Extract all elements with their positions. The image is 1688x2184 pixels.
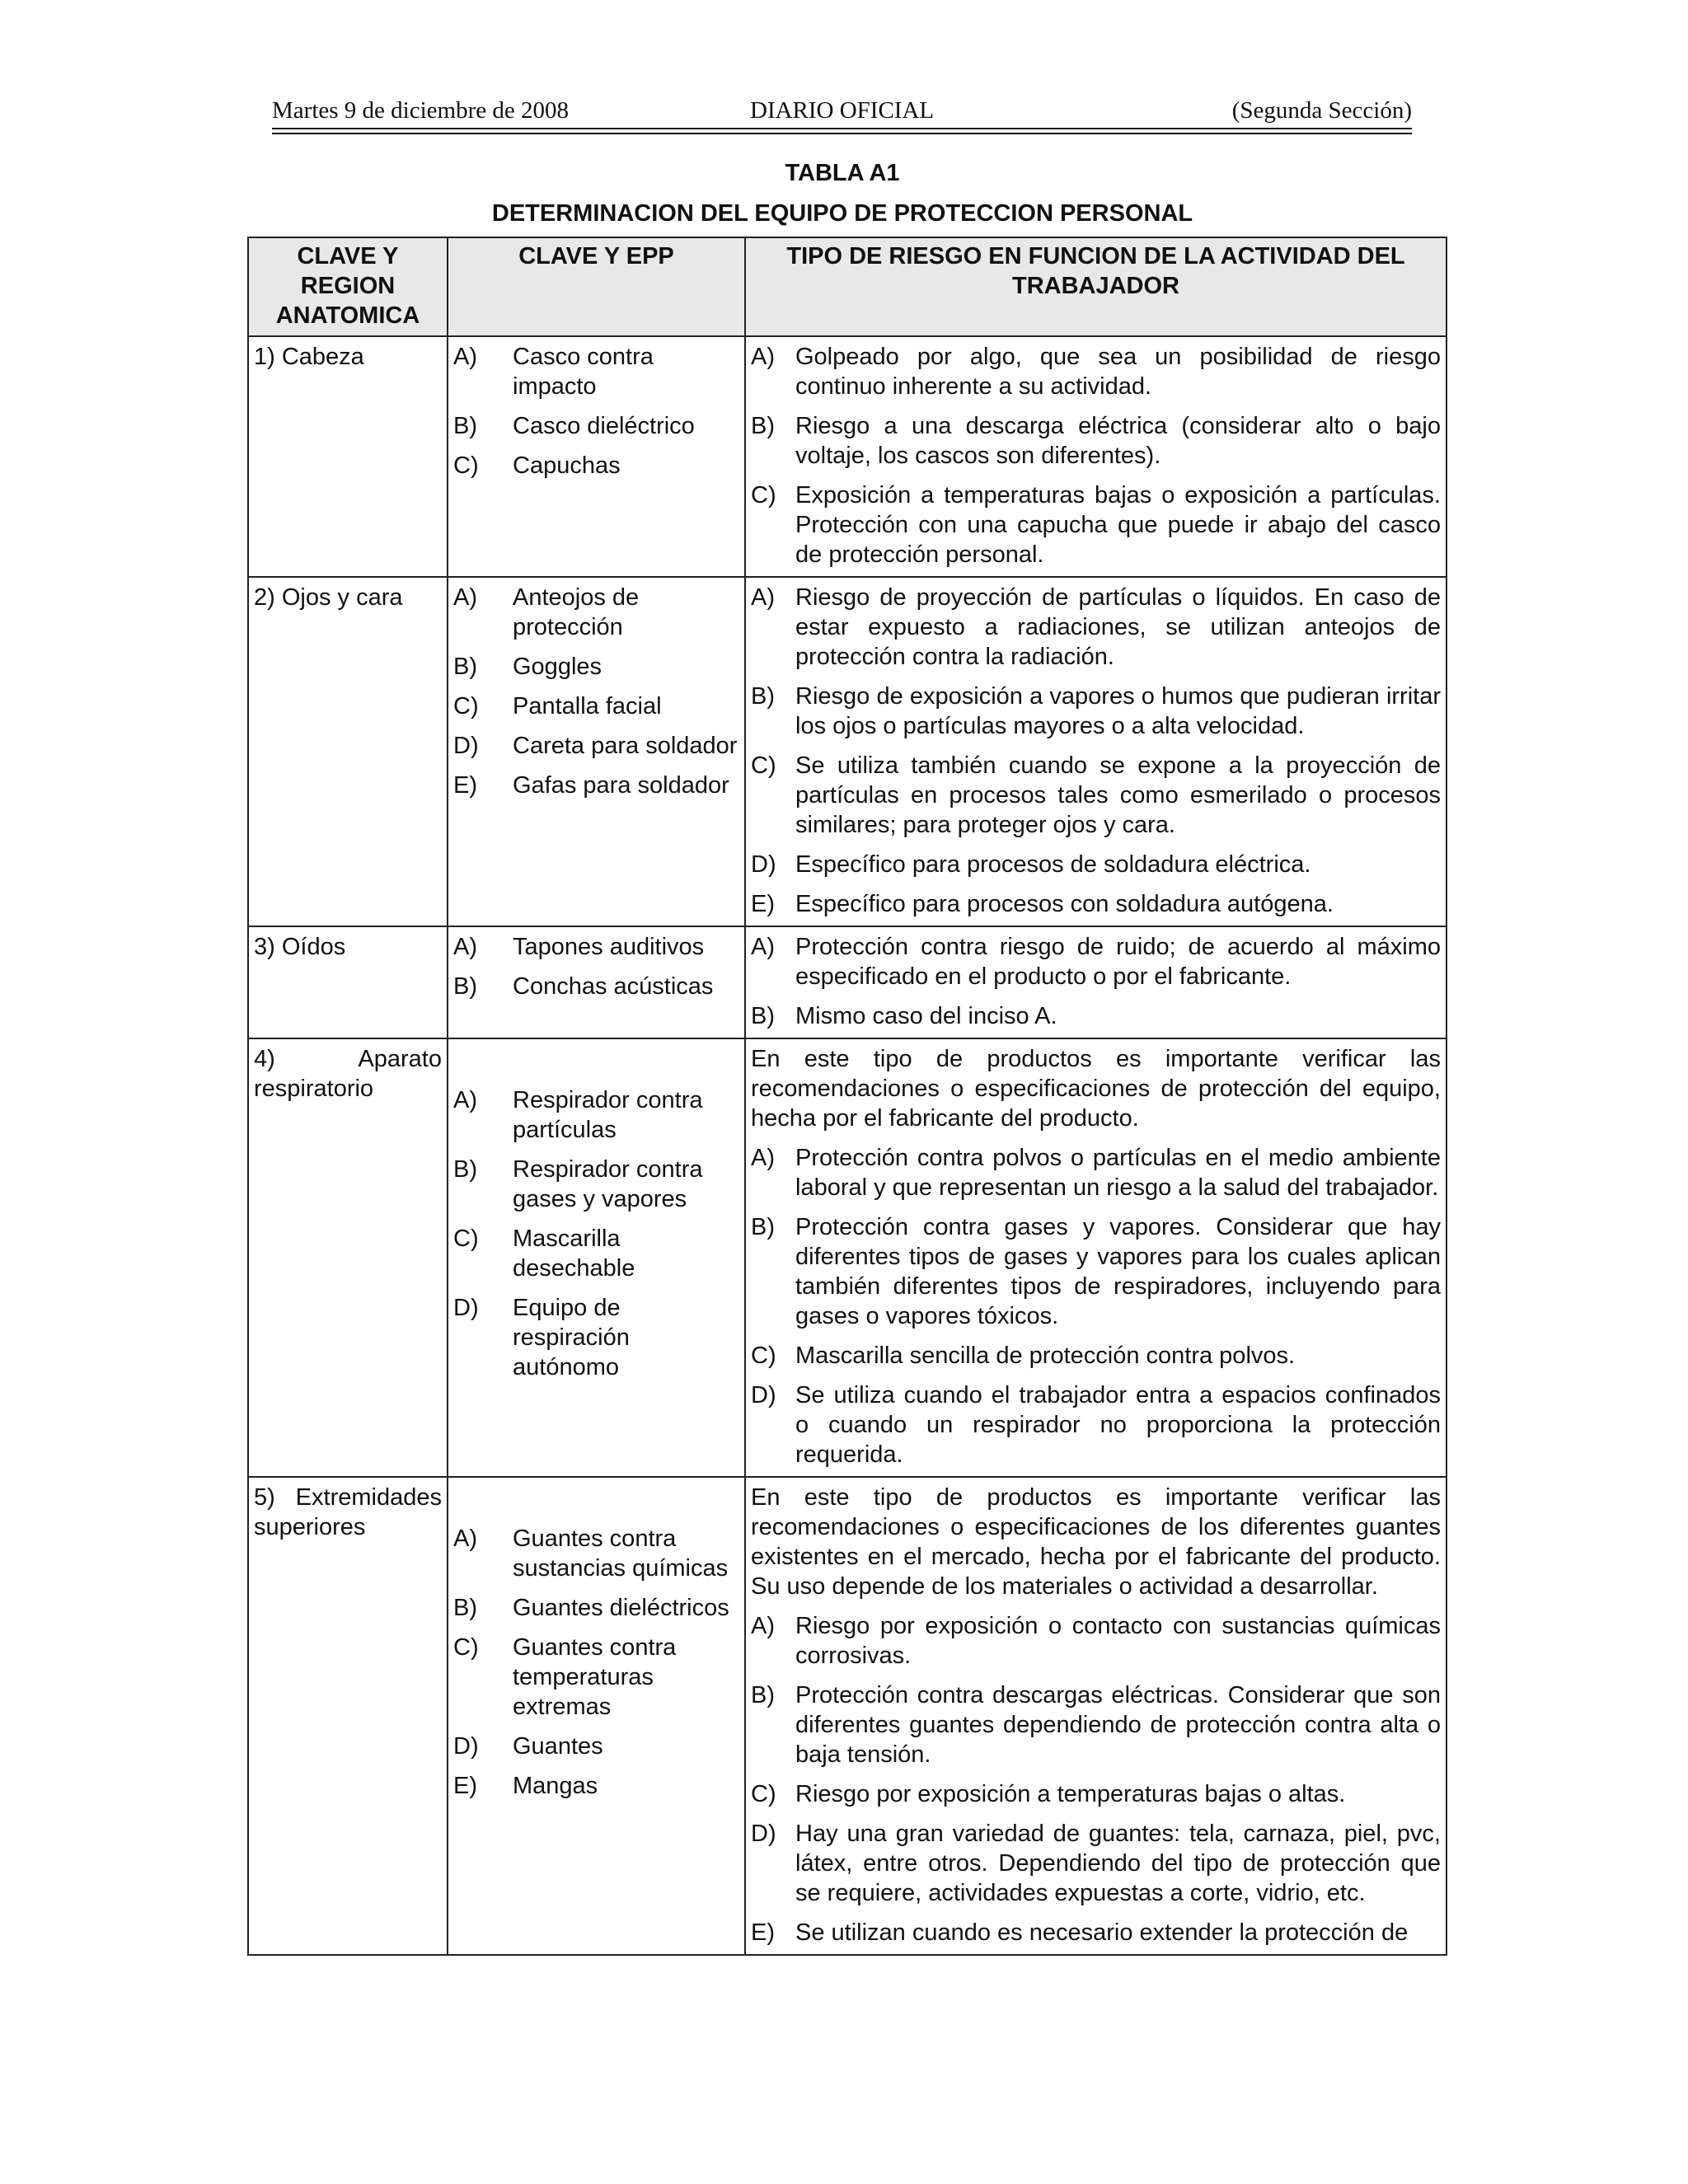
epp-item	[453, 1085, 739, 1145]
region-label: 5) Extremidades superiores	[254, 1484, 442, 1540]
risk-text: Mismo caso del inciso A.	[795, 1003, 1057, 1029]
region-cell	[248, 577, 448, 926]
page-header	[272, 97, 1412, 130]
risk-item	[751, 1680, 1441, 1769]
epp-text: Guantes	[513, 1733, 603, 1760]
epp-text: Anteojos de protección	[513, 584, 640, 640]
epp-text: Tapones auditivos	[513, 934, 705, 960]
risk-cell	[745, 336, 1447, 577]
risk-key: D)	[751, 851, 776, 878]
risk-key: C)	[751, 482, 776, 509]
risk-text: Se utiliza cuando el trabajador entra a espacios confinados o cuando un respirador no proporciona la protección requerida.	[795, 1382, 1441, 1468]
risk-text: Protección contra descargas eléctricas. Considerar que son diferentes guantes dependiendo de protección contra alta o baja tensión.	[795, 1682, 1441, 1768]
epp-key: B)	[453, 413, 477, 439]
risk-item	[751, 1001, 1441, 1031]
risk-text: Se utiliza también cuando se expone a la proyección de partículas en procesos tales como esmerilado o procesos similares; para proteger ojos y cara.	[795, 752, 1441, 838]
risk-key: A)	[751, 344, 775, 370]
epp-item	[453, 411, 739, 441]
risk-key: B)	[751, 413, 775, 439]
epp-item	[453, 1771, 739, 1801]
epp-cell	[448, 1477, 745, 1955]
epp-item	[453, 1224, 739, 1283]
risk-intro: En este tipo de productos es importante verificar las recomendaciones o especificaciones de los diferentes guantes existentes en el mercado, hecha por el fabricante del producto. Su uso depende de los materiales o actividad a desarrollar.	[751, 1484, 1441, 1600]
epp-cell	[448, 336, 745, 577]
risk-item	[751, 1918, 1441, 1947]
region-cell	[248, 336, 448, 577]
risk-text: Riesgo de exposición a vapores o humos que pudieran irritar los ojos o partículas mayores o a alta velocidad.	[795, 683, 1441, 739]
epp-cell	[448, 926, 745, 1038]
risk-item	[751, 682, 1441, 741]
risk-text: Riesgo por exposición o contacto con sustancias químicas corrosivas.	[795, 1613, 1441, 1669]
risk-text: Exposición a temperaturas bajas o exposición a partículas. Protección con una capucha que puede ir abajo del casco de protección personal.	[795, 482, 1441, 568]
risk-item	[751, 411, 1441, 471]
region-label: 2) Ojos y cara	[254, 584, 403, 611]
risk-text: Riesgo por exposición a temperaturas bajas o altas.	[795, 1781, 1346, 1807]
risk-item	[751, 1380, 1441, 1469]
epp-text: Guantes contra temperaturas extremas	[513, 1634, 677, 1720]
epp-key: C)	[453, 1226, 479, 1252]
risk-text: Riesgo a una descarga eléctrica (considerar alto o bajo voltaje, los cascos son diferentes).	[795, 413, 1441, 469]
region-cell	[248, 1477, 448, 1955]
table-subtitle: DETERMINACION DEL EQUIPO DE PROTECCION PERSONAL	[491, 200, 1193, 227]
epp-key: E)	[453, 1773, 477, 1799]
epp-text: Respirador contra gases y vapores	[513, 1156, 703, 1212]
column-header-risk: TIPO DE RIESGO EN FUNCION DE LA ACTIVIDAD DEL TRABAJADOR	[745, 237, 1447, 336]
epp-text: Conchas acústicas	[513, 973, 714, 1000]
risk-item	[751, 850, 1441, 879]
header-rule-top	[272, 128, 1412, 129]
risk-item	[751, 1212, 1441, 1331]
region-cell	[248, 926, 448, 1038]
risk-key: A)	[751, 1613, 775, 1639]
risk-key: B)	[751, 1682, 775, 1708]
epp-item	[453, 932, 739, 962]
risk-text: Hay una gran variedad de guantes: tela, carnaza, piel, pvc, látex, entre otros. Dependiendo del tipo de protección que se requiere, actividades expuestas a corte, vidrio, etc.	[795, 1821, 1441, 1906]
risk-item	[751, 583, 1441, 672]
risk-cell	[745, 1477, 1447, 1955]
column-header-epp: CLAVE Y EPP	[448, 237, 745, 336]
epp-key: E)	[453, 772, 477, 799]
epp-spacer	[453, 1483, 739, 1524]
risk-text: Específico para procesos con soldadura autógena.	[795, 891, 1334, 917]
epp-key: A)	[453, 1526, 477, 1552]
epp-item	[453, 652, 739, 682]
epp-cell	[448, 1038, 745, 1477]
epp-key: B)	[453, 1156, 477, 1183]
risk-key: C)	[751, 1781, 776, 1807]
risk-text: Se utilizan cuando es necesario extender la protección de	[795, 1919, 1409, 1946]
epp-text: Guantes contra sustancias químicas	[513, 1526, 729, 1582]
epp-key: A)	[453, 344, 477, 370]
risk-item	[751, 1819, 1441, 1908]
epp-text: Guantes dieléctricos	[513, 1595, 729, 1621]
risk-item	[751, 751, 1441, 840]
epp-item	[453, 731, 739, 761]
epp-cell	[448, 577, 745, 926]
epp-item	[453, 1524, 739, 1583]
risk-key: C)	[751, 752, 776, 779]
epp-key: C)	[453, 693, 479, 719]
epp-text: Respirador contra partículas	[513, 1087, 703, 1143]
risk-key: E)	[751, 1919, 775, 1946]
epp-key: B)	[453, 1595, 477, 1621]
risk-item	[751, 342, 1441, 401]
risk-item	[751, 889, 1441, 919]
epp-item	[453, 342, 739, 401]
risk-item	[751, 932, 1441, 991]
risk-key: B)	[751, 1214, 775, 1240]
epp-key: D)	[453, 733, 479, 759]
risk-item	[751, 1341, 1441, 1371]
epp-item	[453, 771, 739, 800]
epp-item	[453, 1633, 739, 1722]
epp-text: Mangas	[513, 1773, 598, 1799]
table-row	[248, 336, 1447, 577]
epp-text: Goggles	[513, 654, 603, 680]
epp-item	[453, 1155, 739, 1214]
epp-text: Careta para soldador	[513, 733, 738, 759]
region-cell	[248, 1038, 448, 1477]
header-publication: DIARIO OFICIAL	[750, 97, 935, 124]
epp-item	[453, 972, 739, 1001]
risk-key: A)	[751, 584, 775, 611]
epp-item	[453, 1593, 739, 1623]
epp-text: Mascarilla desechable	[513, 1226, 635, 1282]
epp-text: Equipo de respiración autónomo	[513, 1295, 630, 1380]
epp-key: B)	[453, 973, 477, 1000]
table-row	[248, 577, 1447, 926]
risk-key: D)	[751, 1382, 776, 1408]
epp-key: A)	[453, 934, 477, 960]
risk-text: Protección contra riesgo de ruido; de acuerdo al máximo especificado en el producto o por el fabricante.	[795, 934, 1441, 990]
risk-cell	[745, 577, 1447, 926]
epp-key: A)	[453, 584, 477, 611]
risk-key: B)	[751, 1003, 775, 1029]
risk-text: Específico para procesos de soldadura eléctrica.	[795, 851, 1311, 878]
header-section: (Segunda Sección)	[1231, 97, 1412, 124]
table-row	[248, 1038, 1447, 1477]
risk-key: B)	[751, 683, 775, 710]
risk-text: Protección contra polvos o partículas en el medio ambiente laboral y que representan un riesgo a la salud del trabajador.	[795, 1145, 1441, 1201]
epp-key: D)	[453, 1295, 479, 1321]
risk-key: E)	[751, 891, 775, 917]
epp-text: Casco dieléctrico	[513, 413, 695, 439]
risk-text: Golpeado por algo, que sea un posibilidad de riesgo continuo inherente a su actividad.	[795, 344, 1441, 400]
epp-key: B)	[453, 654, 477, 680]
risk-item	[751, 480, 1441, 569]
region-label: 3) Oídos	[254, 934, 346, 960]
risk-text: Protección contra gases y vapores. Considerar que hay diferentes tipos de gases y vapores para los cuales aplican también diferentes tipos de respiradores, incluyendo para gases o vapores tóxicos.	[795, 1214, 1441, 1329]
risk-item	[751, 1779, 1441, 1809]
risk-key: A)	[751, 934, 775, 960]
risk-intro: En este tipo de productos es importante verificar las recomendaciones o especificaciones de protección del equipo, hecha por el fabricante del producto.	[751, 1046, 1441, 1132]
epp-text: Capuchas	[513, 452, 621, 479]
epp-key: C)	[453, 452, 479, 479]
epp-text: Casco contra impacto	[513, 344, 654, 400]
epp-item	[453, 1293, 739, 1382]
ppe-table	[247, 237, 1447, 1956]
epp-text: Pantalla facial	[513, 693, 662, 719]
epp-item	[453, 691, 739, 721]
epp-key: C)	[453, 1634, 479, 1661]
header-date: Martes 9 de diciembre de 2008	[272, 97, 569, 124]
risk-item	[751, 1143, 1441, 1202]
column-header-region: CLAVE Y REGION ANATOMICA	[248, 237, 448, 336]
risk-item	[751, 1611, 1441, 1671]
risk-text: Riesgo de proyección de partículas o líquidos. En caso de estar expuesto a radiaciones, se utilizan anteojos de protección contra la radiación.	[795, 584, 1441, 670]
risk-cell	[745, 926, 1447, 1038]
risk-key: A)	[751, 1145, 775, 1171]
epp-key: D)	[453, 1733, 479, 1760]
epp-spacer	[453, 1044, 739, 1085]
risk-key: D)	[751, 1821, 776, 1847]
header-rule-bottom	[272, 133, 1412, 134]
epp-key: A)	[453, 1087, 477, 1113]
epp-item	[453, 1732, 739, 1761]
epp-text: Gafas para soldador	[513, 772, 729, 799]
table-title: TABLA A1	[785, 160, 900, 186]
risk-key: C)	[751, 1343, 776, 1369]
risk-cell	[745, 1038, 1447, 1477]
table-row	[248, 926, 1447, 1038]
epp-item	[453, 583, 739, 642]
table-header-row	[248, 237, 1447, 336]
table-row	[248, 1477, 1447, 1955]
region-label: 1) Cabeza	[254, 344, 364, 370]
region-label: 4) Aparato respiratorio	[254, 1046, 442, 1102]
epp-item	[453, 451, 739, 480]
risk-text: Mascarilla sencilla de protección contra polvos.	[795, 1343, 1296, 1369]
